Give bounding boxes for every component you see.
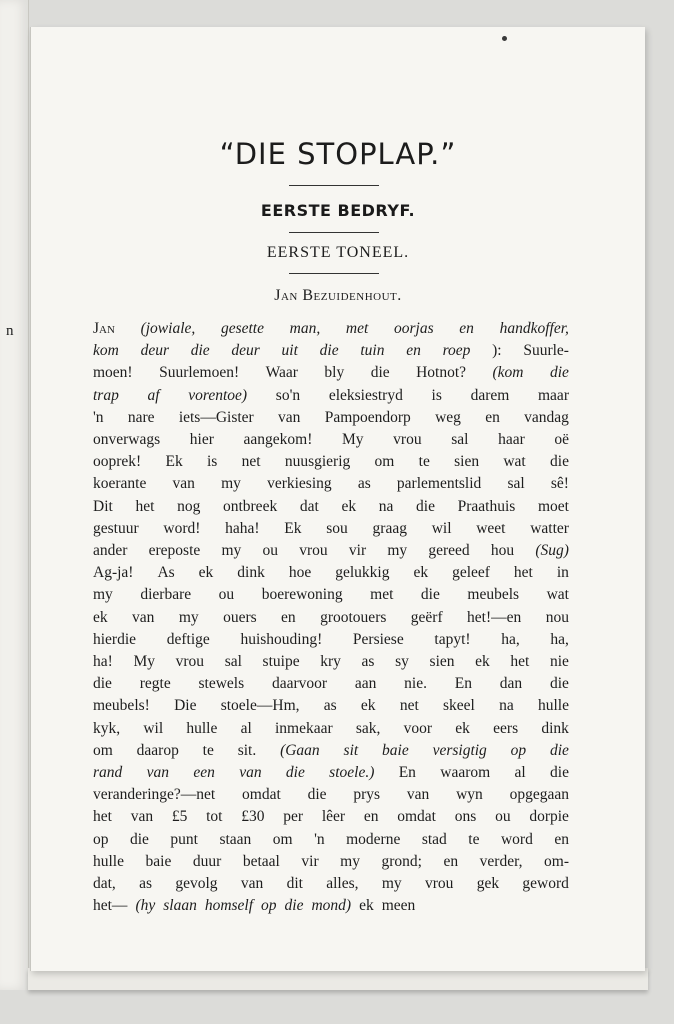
dialogue-word: ouers: [223, 608, 257, 626]
dialogue-word: Praathuis: [457, 497, 516, 515]
stage-direction-word: van: [239, 764, 262, 782]
dialogue-word: die: [549, 675, 569, 693]
text-line: [93, 451, 569, 473]
dialogue-word: die: [416, 497, 435, 515]
dialogue-word: het: [93, 808, 112, 826]
dialogue-word: baie: [145, 852, 172, 870]
dialogue-word: nie.: [404, 675, 427, 693]
dialogue-word: veranderinge?—net: [93, 786, 216, 804]
dialogue-word: in: [556, 564, 569, 582]
dialogue-word: prys: [353, 786, 381, 804]
dialogue-word: daarop: [136, 741, 179, 759]
dialogue-word: hulle: [93, 852, 124, 870]
dialogue-word: verder,: [479, 852, 523, 870]
dialogue-word: my: [340, 852, 360, 870]
dialogue-word: en: [281, 608, 296, 626]
dialogue-word: Suurlemoen!: [159, 364, 240, 382]
text-line: [93, 873, 569, 895]
dialogue-word: ontbreek: [222, 497, 278, 515]
dialogue-word: my: [221, 542, 242, 560]
dialogue-word: wil: [431, 519, 452, 537]
dialogue-word: en: [443, 852, 459, 870]
dialogue-word: ek: [413, 564, 429, 582]
stage-direction-word: kom: [93, 342, 119, 360]
stage-direction-word: die: [190, 342, 210, 360]
ink-dot: [502, 36, 507, 41]
text-line: [93, 851, 569, 873]
dialogue-word: het: [510, 653, 530, 671]
dialogue-word: as: [323, 697, 337, 715]
stage-direction-word: tuin: [360, 342, 385, 360]
stage-direction-word: die: [550, 741, 569, 759]
dialogue-word: kyk,: [93, 719, 121, 737]
dialogue-word: aangekom!: [243, 431, 313, 449]
play-title: “DIE STOPLAP.”: [219, 137, 457, 171]
dialogue-word: voor: [403, 719, 433, 737]
dialogue-word: 'n: [314, 830, 325, 848]
dialogue-word: sou: [326, 519, 348, 537]
dialogue-word: nuusgierig: [284, 453, 351, 471]
dialogue-word: £30: [241, 808, 265, 826]
dialogue-word: sien: [429, 653, 455, 671]
stage-direction-word: deur: [231, 342, 260, 360]
character-heading: Jan Bezuidenhout.: [274, 287, 402, 304]
text-line: [93, 407, 569, 429]
stage-direction-word: homself: [204, 897, 254, 915]
dialogue-word: die: [550, 764, 569, 782]
dialogue-word: opgegaan: [509, 786, 569, 804]
dialogue-word: gek: [476, 875, 500, 893]
dialogue-word: van: [240, 875, 264, 893]
dialogue-word: so'n: [275, 386, 301, 404]
stage-direction-word: (Sug): [535, 542, 569, 560]
dialogue-word: regte: [139, 675, 171, 693]
dialogue-word: As: [157, 564, 175, 582]
dialogue-word: gevolg: [175, 875, 218, 893]
stage-direction-word: een: [193, 764, 215, 782]
left-page-letter: n: [6, 323, 14, 339]
dialogue-word: van: [132, 608, 155, 626]
dialogue-word: ooprek!: [93, 453, 142, 471]
text-line: [93, 540, 569, 562]
dialogue-word: inmekaar: [275, 719, 333, 737]
text-line: [93, 762, 569, 784]
text-line: [93, 385, 569, 407]
dialogue-word: Ek: [284, 519, 302, 537]
dialogue-word: ou: [495, 808, 511, 826]
dialogue-word: van: [406, 786, 430, 804]
dialogue-word: vir: [301, 852, 319, 870]
dialogue-word: dit: [286, 875, 303, 893]
dialogue-word: my: [93, 586, 113, 604]
dialogue-word: wat: [546, 586, 569, 604]
stage-direction-word: trap: [93, 386, 119, 404]
stage-direction-word: sit: [343, 741, 359, 759]
dialogue-word: boerewoning: [261, 586, 343, 604]
dialogue-word: Ek: [165, 453, 183, 471]
scene-heading: EERSTE TONEEL.: [266, 244, 410, 261]
dialogue-word: vrou: [424, 875, 454, 893]
dialogue-word: omdat: [242, 786, 281, 804]
text-line: [93, 629, 569, 651]
stage-direction-word: man,: [289, 320, 321, 337]
dialogue-word: net: [399, 697, 419, 715]
dialogue-word: Suurle-: [523, 342, 569, 360]
dialogue-word: van: [278, 408, 301, 426]
dialogue-word: na: [499, 697, 514, 715]
dialogue-word: haha!: [225, 519, 260, 537]
dialogue-word: as: [139, 875, 153, 893]
dialogue-word: My: [342, 431, 364, 449]
dialogue-word: al: [240, 719, 252, 737]
stage-direction-word: met: [345, 320, 369, 337]
dialogue-word: moet: [537, 497, 569, 515]
dialogue-word: word: [500, 830, 533, 848]
dialogue-word: die: [550, 453, 569, 471]
text-line: [93, 584, 569, 606]
stage-direction-word: uit: [281, 342, 298, 360]
left-page-edge: [0, 0, 29, 990]
dialogue-word: haar: [498, 431, 525, 449]
dialogue-word: stewels: [198, 675, 245, 693]
dialogue-word: maar: [538, 386, 569, 404]
text-line: [93, 695, 569, 717]
title-divider: [289, 185, 379, 186]
dialogue-word: tapyt!: [434, 630, 471, 648]
dialogue-word: nare: [127, 408, 155, 426]
dialogue-word: vrou: [175, 653, 205, 671]
dialogue-word: die: [93, 675, 112, 693]
dialogue-word: oë: [554, 431, 569, 449]
dialogue-word: wat: [503, 453, 526, 471]
dialogue-word: grootouers: [320, 608, 387, 626]
dialogue-word: hulle: [538, 697, 569, 715]
dialogue-word: dink: [237, 564, 265, 582]
dialogue-word: hierdie: [93, 630, 137, 648]
dialogue-word: gereed: [428, 542, 470, 560]
dialogue-word: ek: [475, 653, 490, 671]
dialogue-word: gestuur: [93, 519, 139, 537]
dialogue-word: die: [420, 586, 440, 604]
dialogue-word: alles,: [326, 875, 359, 893]
stage-direction-word: handkoffer,: [499, 320, 569, 337]
dialogue-word: Persiese: [352, 630, 404, 648]
stage-direction-word: en: [459, 320, 474, 337]
dialogue-word: iets—Gister: [178, 408, 254, 426]
text-line: [93, 362, 569, 384]
stage-direction-word: (jowiale,: [140, 320, 196, 337]
stage-direction-word: vorentoe): [188, 386, 248, 404]
dialogue-word: vir: [348, 542, 367, 560]
stage-direction-word: en: [406, 342, 421, 360]
dialogue-word: sal: [224, 653, 242, 671]
dialogue-word: tot: [206, 808, 223, 826]
dialogue-word: ek: [455, 719, 470, 737]
dialogue-word: met: [370, 586, 394, 604]
dialogue-word: het: [513, 564, 533, 582]
dialogue-word: die: [129, 830, 149, 848]
dialogue-word: geërf: [410, 608, 443, 626]
stage-direction-word: deur: [140, 342, 169, 360]
dialogue-word: meen: [381, 897, 416, 915]
stage-direction-word: (kom: [492, 364, 524, 382]
dialogue-word: ha,: [550, 630, 569, 648]
dialogue-word: is: [431, 386, 442, 404]
text-line: [93, 895, 569, 917]
dialogue-word: stoele—Hm,: [220, 697, 300, 715]
dialogue-word: het!—en: [467, 608, 522, 626]
stage-direction-word: gesette: [220, 320, 264, 337]
dialogue-word: om: [93, 741, 113, 759]
dialogue-word: hier: [189, 431, 214, 449]
dialogue-word: watter: [530, 519, 569, 537]
stage-direction-word: die: [319, 342, 339, 360]
dialogue-word: na: [378, 497, 394, 515]
stage-direction-word: oorjas: [393, 320, 434, 337]
dialogue-word: En: [398, 764, 416, 782]
dialogue-word: Hotnot?: [416, 364, 467, 382]
dialogue-word: net: [241, 453, 261, 471]
dialogue-word: parlementslid: [396, 475, 482, 493]
act-heading: EERSTE BEDRYF.: [260, 201, 416, 220]
stage-direction-word: van: [146, 764, 170, 782]
act-divider: [289, 232, 379, 233]
page-stack-edge: [28, 968, 648, 990]
dialogue-word: darem: [470, 386, 510, 404]
stage-direction-word: roep: [442, 342, 471, 360]
dialogue-word: as: [361, 653, 375, 671]
text-line: [93, 673, 569, 695]
dialogue-word: my: [221, 475, 241, 493]
stage-direction-word: af: [147, 386, 160, 404]
dialogue-word: die: [307, 786, 327, 804]
dialogue-word: bly: [324, 364, 345, 382]
text-line: [93, 607, 569, 629]
dialogue-word: en: [554, 830, 569, 848]
stage-direction-word: versigtig: [432, 741, 487, 759]
stage-direction-word: die: [284, 897, 304, 915]
dialogue-word: sak,: [355, 719, 381, 737]
dialogue-word: word!: [163, 519, 201, 537]
dialogue-word: hoe: [288, 564, 312, 582]
dialogue-word: My: [133, 653, 155, 671]
dialogue-word: huishouding!: [240, 630, 323, 648]
dialogue-word: wyn: [456, 786, 483, 804]
dialogue-word: kry: [320, 653, 341, 671]
dialogue-word: ek: [93, 608, 108, 626]
stage-direction-word: (hy: [135, 897, 156, 915]
dialogue-word: moderne: [346, 830, 401, 848]
dialogue-word: my: [381, 875, 402, 893]
dialogue-word: weet: [476, 519, 506, 537]
dialogue-word: moen!: [93, 364, 133, 382]
text-line: [93, 718, 569, 740]
dialogue-word: deftige: [166, 630, 210, 648]
stage-direction-word: rand: [93, 764, 123, 782]
dialogue-word: onverwags: [93, 431, 161, 449]
dialogue-word: het—: [93, 897, 128, 915]
stage-direction-word: die: [285, 764, 305, 782]
dialogue-word: stuipe: [262, 653, 300, 671]
dialogue-word: dorpie: [529, 808, 569, 826]
speaker-name: Jan: [93, 320, 115, 337]
dialogue-word: dat,: [93, 875, 116, 893]
dialogue-word: Dit: [93, 497, 113, 515]
dialogue-word: en: [485, 408, 500, 426]
dialogue-word: het: [135, 497, 155, 515]
stage-direction-word: (Gaan: [280, 741, 320, 759]
dialogue-word: van: [130, 808, 154, 826]
dialogue-word: ereposte: [148, 542, 201, 560]
dialogue-word: verkiesing: [267, 475, 332, 493]
dialogue-word: nog: [177, 497, 201, 515]
text-line: [93, 784, 569, 806]
dialogue-word: sien: [454, 453, 480, 471]
dialogue-word: my: [178, 608, 199, 626]
dialogue-word: Pampoendorp: [324, 408, 411, 426]
book-page: [30, 27, 645, 971]
stage-direction-word: op: [261, 897, 277, 915]
dialogue-word: hulle: [186, 719, 218, 737]
text-line: [93, 829, 569, 851]
dialogue-word: koerante: [93, 475, 147, 493]
dialogue-text: [93, 318, 569, 917]
dialogue-word: wil: [143, 719, 164, 737]
dialogue-word: punt: [170, 830, 198, 848]
dialogue-word: omdat: [397, 808, 436, 826]
dialogue-word: om-: [544, 852, 569, 870]
dialogue-word: daarvoor: [271, 675, 328, 693]
dialogue-word: meubels!: [93, 697, 150, 715]
stage-direction-word: slaan: [163, 897, 197, 915]
dialogue-word: ek: [198, 564, 214, 582]
dialogue-word: sê!: [550, 475, 569, 493]
dialogue-word: ou: [218, 586, 235, 604]
dialogue-word: per: [283, 808, 304, 826]
dialogue-word: duur: [192, 852, 222, 870]
dialogue-word: Die: [174, 697, 197, 715]
dialogue-word: 'n: [93, 408, 104, 426]
dialogue-word: sit.: [237, 741, 257, 759]
dialogue-word: geword: [522, 875, 569, 893]
text-line: [93, 651, 569, 673]
text-line: [93, 562, 569, 584]
dialogue-word: ha,: [501, 630, 520, 648]
dialogue-word: betaal: [242, 852, 280, 870]
text-line: [93, 340, 569, 362]
dialogue-word: te: [418, 453, 430, 471]
dialogue-word: die: [370, 364, 390, 382]
dialogue-word: al: [514, 764, 526, 782]
dialogue-word: £5: [171, 808, 188, 826]
dialogue-word: as: [357, 475, 371, 493]
dialogue-word: Waar: [265, 364, 298, 382]
dialogue-word: vrou: [393, 431, 422, 449]
text-line: [93, 318, 569, 340]
dialogue-word: weg: [435, 408, 461, 426]
dialogue-word: ander: [93, 542, 128, 560]
text-line: [93, 473, 569, 495]
text-line: [93, 429, 569, 451]
dialogue-word: nie: [550, 653, 569, 671]
dialogue-word: eers: [493, 719, 519, 737]
text-line: [93, 806, 569, 828]
dialogue-word: grond;: [381, 852, 422, 870]
dialogue-word: dat: [299, 497, 319, 515]
dialogue-word: om: [374, 453, 395, 471]
scene-divider: [289, 273, 379, 274]
stage-direction-word: baie: [382, 741, 409, 759]
dialogue-word: waarom: [440, 764, 491, 782]
dialogue-word: is: [206, 453, 218, 471]
dialogue-word: stad: [421, 830, 447, 848]
dialogue-word: op: [93, 830, 109, 848]
dialogue-word: eleksiestryd: [328, 386, 403, 404]
dialogue-word: skeel: [443, 697, 475, 715]
dialogue-word: ou: [262, 542, 279, 560]
dialogue-word: dan: [499, 675, 523, 693]
dialogue-word: ek: [360, 697, 376, 715]
dialogue-word: ek: [359, 897, 374, 915]
dialogue-word: sal: [507, 475, 525, 493]
dialogue-word: ha!: [93, 653, 113, 671]
dialogue-word: Ag-ja!: [93, 564, 134, 582]
stage-direction-word: mond): [311, 897, 352, 915]
dialogue-word: hou: [490, 542, 515, 560]
dialogue-word: te: [468, 830, 480, 848]
dialogue-word: en: [363, 808, 379, 826]
dialogue-word: dink: [541, 719, 569, 737]
dialogue-word: ons: [454, 808, 477, 826]
dialogue-word: geleef: [452, 564, 490, 582]
dialogue-word: staan: [219, 830, 252, 848]
dialogue-word: graag: [372, 519, 407, 537]
dialogue-word: gelukkig: [335, 564, 390, 582]
dialogue-word: nou: [545, 608, 569, 626]
dialogue-word: lêer: [321, 808, 346, 826]
stage-direction-word: stoele.): [329, 764, 375, 782]
dialogue-word: meubels: [467, 586, 520, 604]
dialogue-word: te: [202, 741, 214, 759]
dialogue-word: aan: [354, 675, 377, 693]
dialogue-word: ):: [492, 342, 502, 360]
stage-direction-word: op: [510, 741, 527, 759]
dialogue-word: van: [172, 475, 195, 493]
text-line: [93, 518, 569, 540]
dialogue-word: dierbare: [140, 586, 192, 604]
dialogue-word: om: [272, 830, 293, 848]
dialogue-word: sal: [451, 431, 469, 449]
dialogue-word: En: [454, 675, 472, 693]
dialogue-word: sy: [395, 653, 409, 671]
dialogue-word: ek: [341, 497, 357, 515]
dialogue-word: vrou: [299, 542, 328, 560]
dialogue-word: vandag: [524, 408, 569, 426]
stage-direction-word: die: [549, 364, 569, 382]
text-line: [93, 496, 569, 518]
text-line: [93, 740, 569, 762]
dialogue-word: my: [387, 542, 408, 560]
